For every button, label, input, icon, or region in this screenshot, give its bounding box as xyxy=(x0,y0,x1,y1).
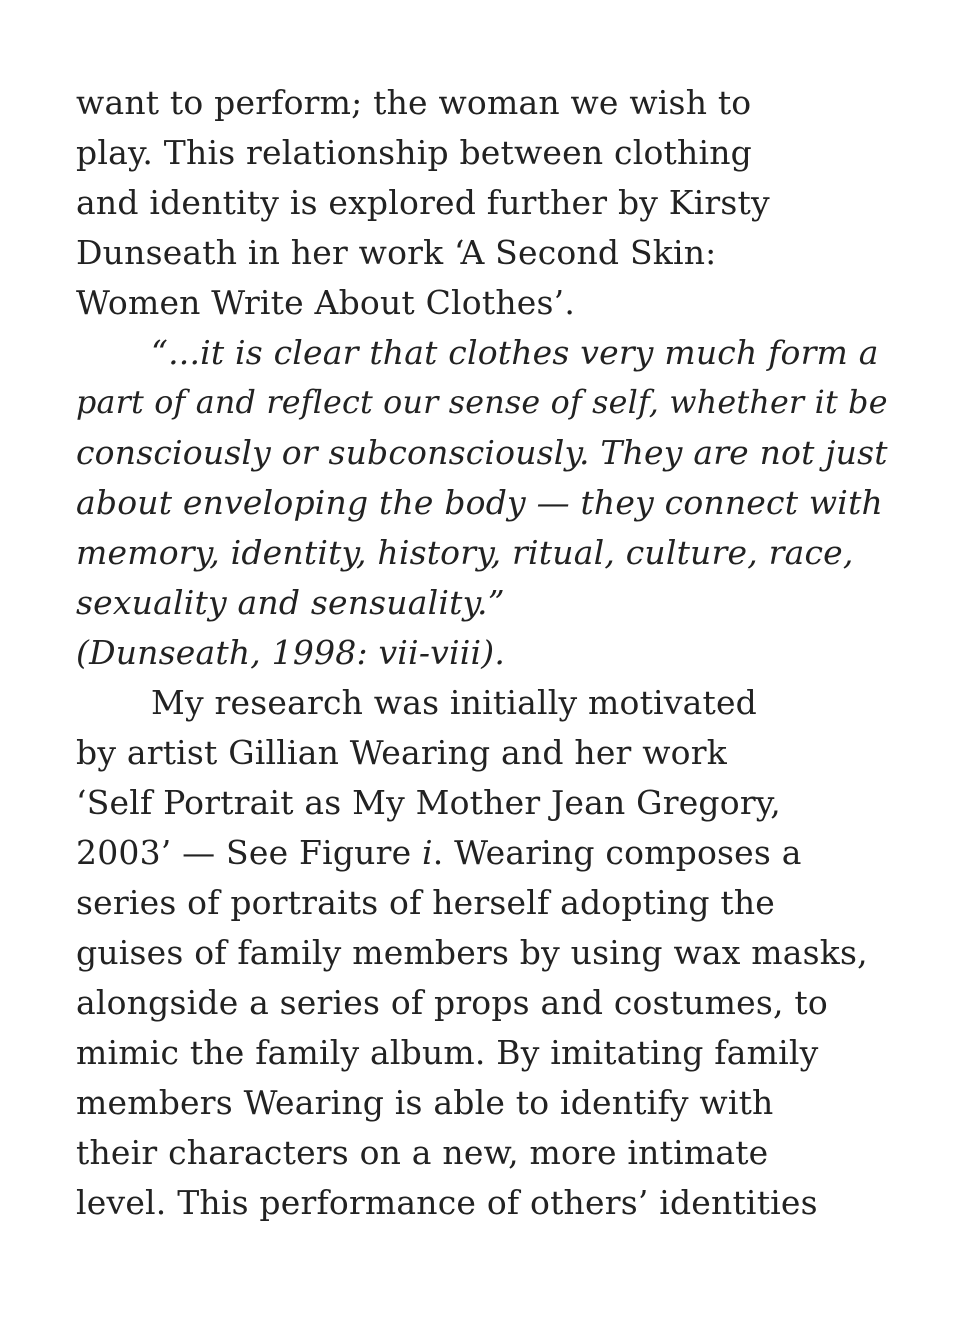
paragraph-clothing-identity xyxy=(76,78,896,328)
quote-line: memory, identity, history, ritual, culture, race, xyxy=(76,533,854,572)
block-quote-dunseath xyxy=(76,328,896,628)
text-line: alongside a series of props and costumes, to xyxy=(76,983,828,1022)
text-segment: 2003’ — See Figure xyxy=(76,833,423,872)
text-line: ‘Self Portrait as My Mother Jean Gregory, xyxy=(76,783,781,822)
text-line: mimic the family album. By imitating family xyxy=(76,1033,819,1072)
text-line: Dunseath in her work ‘A Second Skin: xyxy=(76,233,717,272)
text-line: level. This performance of others’ identities xyxy=(76,1183,818,1222)
text-line-figure-reference xyxy=(76,828,896,878)
quote-line: sexuality and sensuality.” xyxy=(76,583,505,622)
text-line: My research was initially motivated xyxy=(151,683,758,722)
text-line: and identity is explored further by Kirsty xyxy=(76,183,770,222)
quote-line: “...it is clear that clothes very much form a xyxy=(151,333,879,372)
figure-reference: i xyxy=(422,833,433,872)
document-page xyxy=(76,78,896,1228)
quote-line: consciously or subconsciously. They are not just xyxy=(76,433,888,472)
text-line: guises of family members by using wax masks, xyxy=(76,933,868,972)
text-line: want to perform; the woman we wish to xyxy=(76,83,752,122)
text-line: by artist Gillian Wearing and her work xyxy=(76,733,727,772)
text-line: their characters on a new, more intimate xyxy=(76,1133,769,1172)
quote-line: part of and reflect our sense of self, whether it be xyxy=(76,385,888,421)
citation xyxy=(76,628,896,678)
text-line: play. This relationship between clothing xyxy=(76,133,752,172)
text-segment: . Wearing composes a xyxy=(432,833,802,872)
quote-line: about enveloping the body — they connect with xyxy=(76,483,883,522)
citation-text: (Dunseath, 1998: vii-viii). xyxy=(76,633,506,672)
paragraph-research-motivation xyxy=(76,678,896,1228)
text-line: members Wearing is able to identify with xyxy=(76,1083,774,1122)
text-line: Women Write About Clothes’. xyxy=(76,283,576,322)
text-line: series of portraits of herself adopting the xyxy=(76,883,776,922)
